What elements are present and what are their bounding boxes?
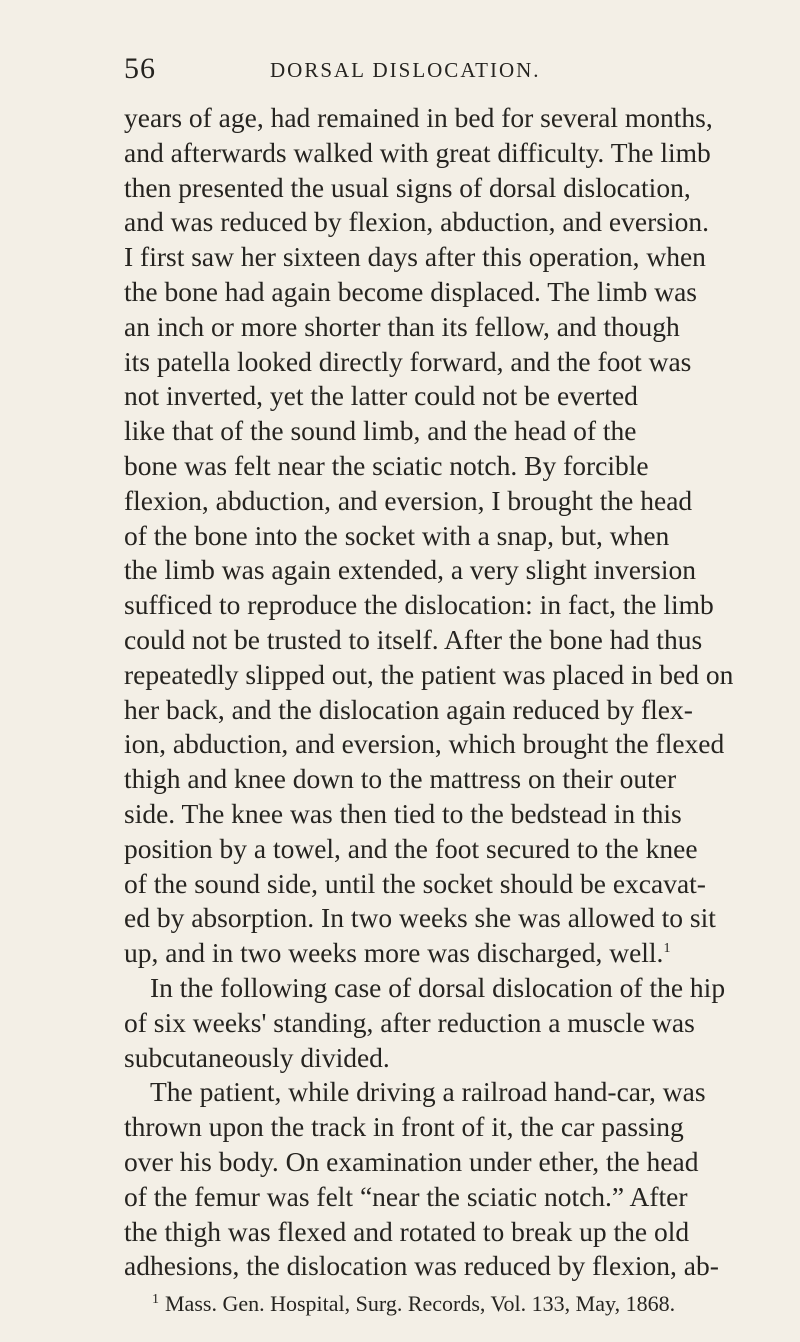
text-line: flexion, abduction, and eversion, I brought the head [124, 484, 693, 516]
text-line: its patella looked directly forward, and the foot was [124, 345, 692, 377]
footnote-text: Mass. Gen. Hospital, Surg. Records, Vol. 133, May, 1868. [165, 1291, 676, 1316]
page-header [124, 52, 752, 92]
text-line: the bone had again become displaced. The limb was [124, 275, 697, 307]
text-line: position by a towel, and the foot secured to the knee [124, 832, 698, 864]
text-line: sufficed to reproduce the dislocation: in fact, the limb [124, 589, 714, 621]
text-line: subcutaneously divided. [124, 1041, 390, 1073]
text-line: then presented the usual signs of dorsal dislocation, [124, 171, 691, 203]
text-line: repeatedly slipped out, the patient was placed in bed on [124, 658, 734, 690]
text-line: of the sound side, until the socket should be excavat- [124, 867, 706, 899]
text-line: bone was felt near the sciatic notch. By forcible [124, 449, 649, 481]
text-line: adhesions, the dislocation was reduced by flexion, ab- [124, 1250, 719, 1282]
text-line: the limb was again extended, a very slight inversion [124, 554, 697, 586]
paragraph-start-line: In the following case of dorsal dislocation of the hip [150, 971, 726, 1003]
body-text [124, 101, 764, 1284]
text-line: and was reduced by flexion, abduction, and eversion. [124, 206, 709, 238]
text-line: of the femur was felt “near the sciatic notch.” After [124, 1180, 688, 1212]
text-line: thigh and knee down to the mattress on their outer [124, 763, 677, 795]
text-line: thrown upon the track in front of it, the car passing [124, 1111, 684, 1143]
text-line: ion, abduction, and eversion, which brought the flexed [124, 728, 725, 760]
text-line: not inverted, yet the latter could not be everted [124, 380, 638, 412]
running-head: DORSAL DISLOCATION. [270, 58, 541, 82]
text-line: up, and in two weeks more was discharged, well. [124, 937, 664, 969]
text-line: the thigh was flexed and rotated to break up the old [124, 1215, 690, 1247]
text-line: of six weeks' standing, after reduction a muscle was [124, 1006, 695, 1038]
text-line: like that of the sound limb, and the head of the [124, 415, 637, 447]
page-number: 56 [124, 52, 156, 85]
footnote-mark: 1 [152, 1291, 159, 1307]
text-line: an inch or more shorter than its fellow, and though [124, 310, 680, 342]
paragraph-start-line: The patient, while driving a railroad hand-car, was [150, 1076, 706, 1108]
text-line: side. The knee was then tied to the bedstead in this [124, 797, 682, 829]
footnote-reference: 1 [663, 940, 671, 956]
text-line: I first saw her sixteen days after this operation, when [124, 241, 706, 273]
text-line: years of age, had remained in bed for several months, [124, 102, 713, 133]
text-line: could not be trusted to itself. After the bone had thus [124, 623, 703, 655]
footnote [152, 1290, 772, 1318]
text-line: of the bone into the socket with a snap, but, when [124, 519, 670, 551]
text-line: and afterwards walked with great difficulty. The limb [124, 136, 711, 168]
text-line: over his body. On examination under ether, the head [124, 1145, 699, 1177]
text-line-with-footnote-ref [124, 936, 764, 971]
text-line: ed by absorption. In two weeks she was allowed to sit [124, 902, 716, 934]
text-line: her back, and the dislocation again reduced by flex- [124, 693, 693, 725]
